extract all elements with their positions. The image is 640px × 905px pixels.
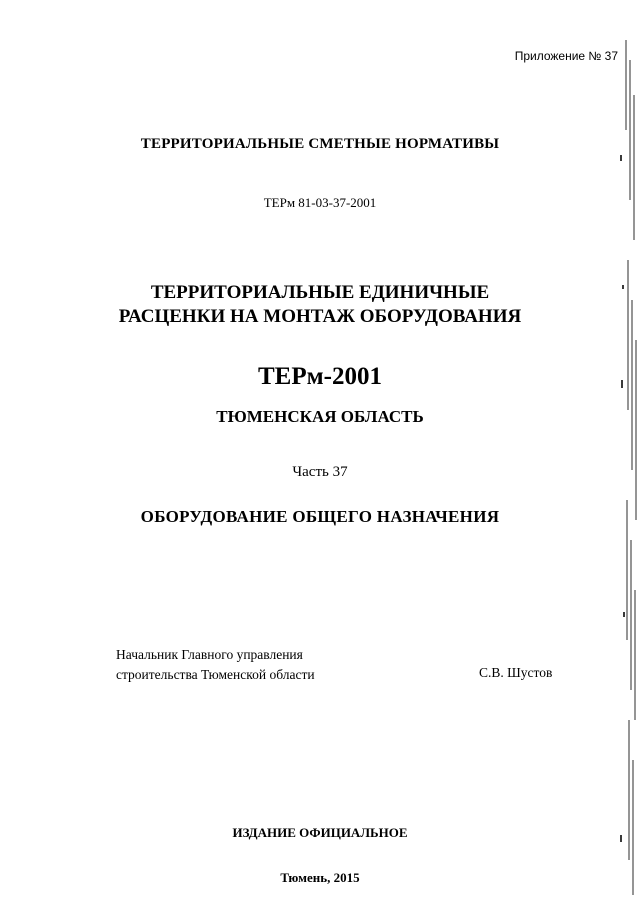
signer-position <box>116 645 315 685</box>
scan-edge-artifacts <box>612 0 640 905</box>
city-year: Тюмень, 2015 <box>280 870 360 885</box>
document-code: ТЕРм 81-03-37-2001 <box>263 195 377 210</box>
signer-name: С.В. Шустов <box>479 665 553 680</box>
norms-title: ТЕРРИТОРИАЛЬНЫЕ СМЕТНЫЕ НОРМАТИВЫ <box>140 136 500 152</box>
section-title: ОБОРУДОВАНИЕ ОБЩЕГО НАЗНАЧЕНИЯ <box>140 507 500 526</box>
signer-position-line-1: Начальник Главного управления <box>116 647 303 662</box>
region-title: ТЮМЕНСКАЯ ОБЛАСТЬ <box>216 407 424 426</box>
signer-position-line-2: строительства Тюменской области <box>116 667 315 682</box>
main-title-line-2: РАСЦЕНКИ НА МОНТАЖ ОБОРУДОВАНИЯ <box>118 306 522 327</box>
main-title-line-1: ТЕРРИТОРИАЛЬНЫЕ ЕДИНИЧНЫЕ <box>150 282 490 303</box>
appendix-label: Приложение № 37 <box>514 49 618 63</box>
edition-label: ИЗДАНИЕ ОФИЦИАЛЬНОЕ <box>232 825 408 840</box>
main-title <box>0 281 640 329</box>
part-number: Часть 37 <box>292 464 348 480</box>
term-title: ТЕРм-2001 <box>258 363 382 390</box>
